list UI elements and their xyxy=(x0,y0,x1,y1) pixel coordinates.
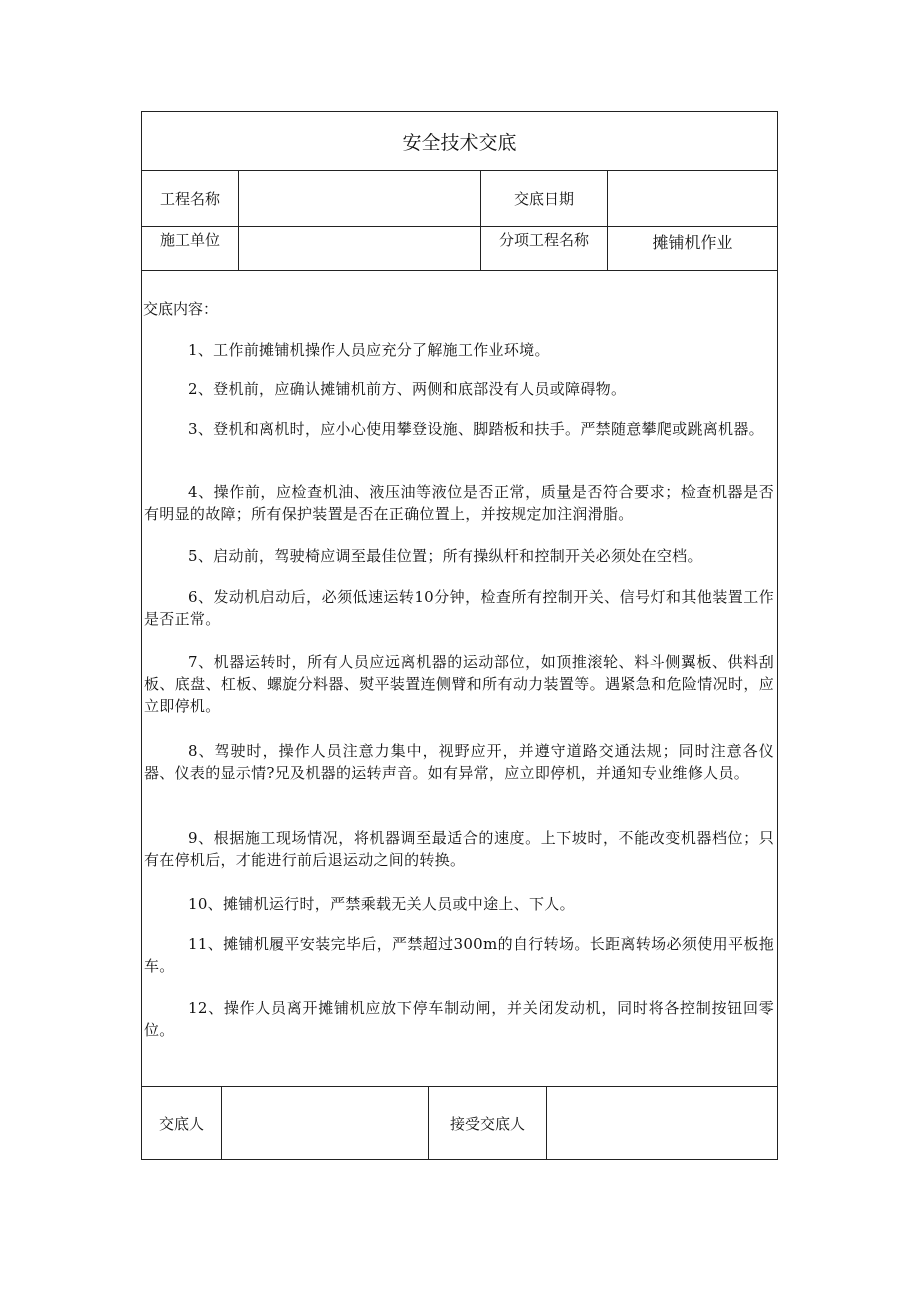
list-item: 2、登机前，应确认摊铺机前方、两侧和底部没有人员或障碍物。 xyxy=(188,380,627,398)
project-name-label: 工程名称 xyxy=(159,189,220,208)
list-item: 12、操作人员离开摊铺机应放下停车制动闸，并关闭发动机，同时将各控制按钮回零位。 xyxy=(144,999,774,1039)
project-name-field[interactable] xyxy=(239,170,487,226)
list-item: 3、登机和离机时，应小心使用攀登设施、脚踏板和扶手。严禁随意攀爬或跳离机器。 xyxy=(188,420,764,438)
list-item: 8、驾驶时，操作人员注意力集中，视野应开，并遵守道路交通法规；同时注意各仪器、仪表的显示情?兄及机器的运转声音。如有异常，应立即停机，并通知专业维修人员。 xyxy=(144,742,774,782)
presenter-signature-field[interactable] xyxy=(222,1086,436,1160)
construction-unit-field[interactable] xyxy=(239,226,487,270)
list-item: 7、机器运转时，所有人员应远离机器的运动部位，如顶推滚轮、料斗侧翼板、供料刮板、底盘、杠板、螺旋分料器、熨平装置连侧臂和所有动力装置等。遇紧急和危险情况时，应立即停机。 xyxy=(144,653,774,715)
construction-unit-label: 施工单位 xyxy=(159,230,220,249)
list-item: 4、操作前，应检查机油、液压油等液位是否正常，质量是否符合要求；检查机器是否有明显的故障；所有保护装置是否在正确位置上，并按规定加注润滑脂。 xyxy=(144,483,774,523)
list-item: 11、摊铺机履平安装完毕后，严禁超过300m的自行转场。长距离转场必须使用平板拖车。 xyxy=(144,935,774,975)
document-title: 安全技术交底 xyxy=(402,131,517,154)
divider xyxy=(142,270,777,271)
safety-briefing-form xyxy=(141,111,778,1160)
briefing-date-field[interactable] xyxy=(608,170,785,226)
presenter-label: 交底人 xyxy=(158,1114,204,1133)
briefing-date-label: 交底日期 xyxy=(513,189,574,208)
receiver-signature-field[interactable] xyxy=(547,1086,785,1160)
receiver-label: 接受交底人 xyxy=(449,1114,525,1133)
list-item: 1、工作前摊铺机操作人员应充分了解施工作业环境。 xyxy=(188,341,550,359)
list-item: 6、发动机启动后，必须低速运转10分钟，检查所有控制开关、信号灯和其他装置工作是否正常。 xyxy=(144,588,774,628)
sub-project-field[interactable]: 摊铺机作业 xyxy=(652,232,733,252)
sub-project-label: 分项工程名称 xyxy=(498,230,589,249)
list-item: 10、摊铺机运行时，严禁乘载无关人员或中途上、下人。 xyxy=(188,895,575,913)
list-item: 9、根据施工现场情况，将机器调至最适合的速度。上下坡时，不能改变机器档位；只有在停机后，才能进行前后退运动之间的转换。 xyxy=(144,829,774,869)
list-item: 5、启动前，驾驶椅应调至最佳位置；所有操纵杆和控制开关必须处在空档。 xyxy=(188,547,703,565)
content-heading: 交底内容： xyxy=(143,300,219,318)
